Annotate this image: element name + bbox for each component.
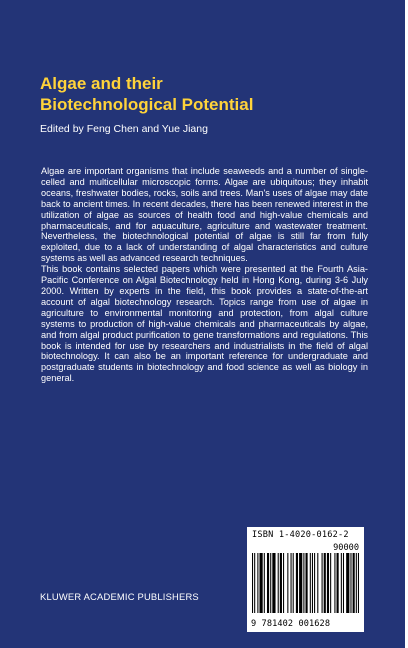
barcode-bar — [306, 553, 308, 613]
barcode-bar — [272, 553, 275, 613]
barcode-bar — [257, 553, 258, 613]
blurb-paragraph-1: Algae are important organisms that include seaweeds and a number of single-celled and multicellular microscopic forms. Algae are ubiquitous; they inhabit oceans, freshwater bodies, rocks, soils and trees. Man's uses of algae may date back to ancient times. In recent decades, there has been renewed interest in the utilization of algae as sources of health food and high-value chemicals and pharmaceuticals, and for aquaculture, agriculture and wastewater treatment. Nevertheless, the biotechnological potential of algae is still far from fully exploited, due to a lack of understanding of algal characteristics and culture systems as well as advanced research techniques. — [41, 166, 368, 264]
barcode-bar — [299, 553, 302, 613]
barcode-bar — [312, 553, 313, 613]
barcode-bar — [254, 553, 255, 613]
barcode-bar — [322, 553, 323, 613]
barcode-bar — [303, 553, 304, 613]
ean-number: 9 781402 001628 — [251, 619, 331, 629]
barcode-bar — [337, 553, 339, 613]
barcode-bar — [293, 553, 294, 613]
barcode-bar — [327, 553, 329, 613]
book-title — [40, 73, 370, 115]
barcode-bar — [334, 553, 335, 613]
barcode-bar — [343, 553, 344, 613]
barcode-bar — [358, 553, 359, 613]
barcode-bar — [283, 553, 284, 613]
barcode-bar — [346, 553, 349, 613]
barcode-bar — [317, 553, 318, 613]
barcode-bar — [341, 553, 342, 613]
barcode-bar — [267, 553, 269, 613]
blurb-text — [41, 166, 368, 384]
barcode-bar — [310, 553, 311, 613]
barcode-bar — [287, 553, 288, 613]
barcode-bar — [350, 553, 351, 613]
barcode-bar — [314, 553, 315, 613]
barcode-box — [247, 527, 364, 632]
barcode-bar — [252, 553, 253, 613]
publisher-name: KLUWER ACADEMIC PUBLISHERS — [40, 591, 199, 602]
barcode-bar — [259, 553, 262, 613]
barcode-bar — [278, 553, 279, 613]
title-line-1: Algae and their — [40, 74, 163, 93]
barcode-bar — [356, 553, 357, 613]
editors-line: Edited by Feng Chen and Yue Jiang — [40, 123, 208, 135]
barcode-bar — [280, 553, 282, 613]
title-line-2: Biotechnological Potential — [40, 95, 254, 114]
price-code: 90000 — [333, 543, 359, 553]
barcode-bar — [353, 553, 355, 613]
barcode-bar — [324, 553, 326, 613]
barcode-bar — [330, 553, 331, 613]
barcode-graphic — [252, 553, 359, 613]
barcode-bar — [296, 553, 298, 613]
blurb-paragraph-2: This book contains selected papers which were presented at the Fourth Asia-Pacific Conference on Algal Biotechnology held in Hong Kong, during 3-6 July 2000. Written by experts in the field, this book provides a state-of-the-art account of algal biotechnology research. Topics range from use of algae in agriculture to environmental monitoring and protection, from algal culture systems to production of high-value chemicals and pharmaceuticals by algae, and from algal product purification to gene transformations and regulations. This book is intended for use by researchers and industrialists in the field of algal biotechnology. It can also be an important reference for undergraduate and postgraduate students in biotechnology and food science as well as biology in general. — [41, 264, 368, 384]
barcode-bar — [270, 553, 271, 613]
isbn-text: ISBN 1-4020-0162-2 — [252, 530, 349, 540]
barcode-bar — [291, 553, 292, 613]
barcode-bar — [264, 553, 265, 613]
